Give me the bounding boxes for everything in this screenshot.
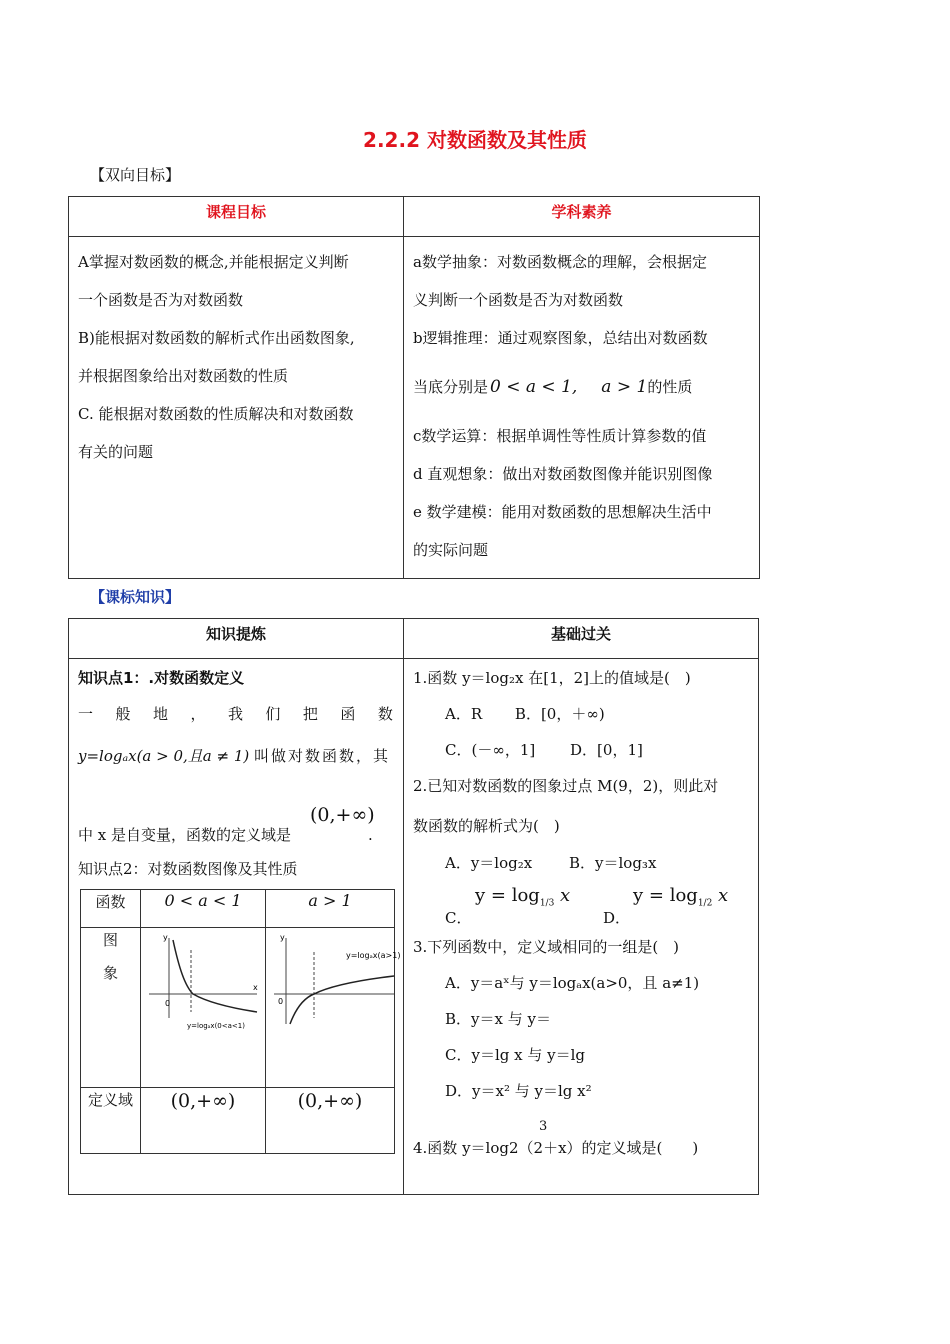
base-case1: 0 < a < 1,: [490, 377, 578, 397]
question-4-block: [413, 1109, 750, 1165]
q2-option-d-label: D．: [603, 909, 631, 927]
kp2-title: 知识点2：对数函数图像及其性质: [78, 860, 298, 878]
literacy-line: d 直观想象：做出对数函数图像并能识别图像: [413, 465, 713, 483]
x-axis-label: x: [253, 983, 258, 992]
q4-superscript: 3: [539, 1119, 548, 1134]
kp1-char: 函: [340, 705, 356, 723]
q2-option: A．y＝log₂x: [445, 854, 533, 872]
kp1-char: 我: [227, 705, 243, 723]
increasing-log-graph: [266, 928, 401, 1038]
kp1-line3: 中 x 是自变量，函数的定义域是: [78, 826, 291, 844]
course-goal-line: C. 能根据对数函数的性质解决和对数函数: [78, 405, 354, 423]
base-case2: a > 1: [601, 377, 648, 397]
origin-label: 0: [278, 997, 284, 1006]
kp1-char: 一: [78, 705, 94, 723]
inner-header-function: 函数: [81, 890, 141, 928]
literacy-goals-cell: [404, 237, 760, 579]
literacy-line: 的实际问题: [413, 541, 489, 559]
decreasing-log-graph: [141, 928, 265, 1038]
kp1-title: 知识点1：.对数函数定义: [78, 669, 245, 687]
q1-option: C．(－∞，1]: [445, 741, 536, 759]
page-title: 2.2.2 对数函数及其性质: [363, 128, 587, 152]
domain-case1: (0,+∞): [141, 1088, 266, 1154]
literacy-line: 义判断一个函数是否为对数函数: [413, 291, 624, 309]
y-axis-label: y: [280, 933, 285, 942]
log-properties-table: [80, 889, 401, 1154]
q1-options-cd: [413, 735, 750, 765]
knowledge-header-practice: 基础过关: [404, 619, 759, 659]
domain-case2: (0,+∞): [266, 1088, 395, 1154]
kp1-domain-line: [78, 804, 395, 847]
log-curve: [173, 940, 257, 1012]
kp1-char: 般: [115, 705, 131, 723]
kp1-after-formula: 叫做对数函数，其: [254, 747, 391, 765]
kp1-domain: (0,+∞): [310, 804, 375, 826]
kp1-formula-line: [78, 735, 395, 807]
literacy-line: e 数学建模：能用对数函数的思想解决生活中: [413, 503, 712, 521]
literacy-base-line: [413, 357, 751, 417]
literacy-line: a数学抽象：对数函数概念的理解，会根据定: [413, 253, 707, 271]
course-goals-cell: [69, 237, 404, 579]
kp1-char: ，: [190, 705, 206, 723]
practice-cell: [404, 659, 759, 1195]
goals-header-literacy: 学科素养: [404, 197, 760, 237]
graph-caption: y=logₐx(0<a<1): [187, 1022, 245, 1030]
course-goal-line: 一个函数是否为对数函数: [78, 291, 244, 309]
q1-option: D．[0，1]: [570, 741, 643, 759]
q1-options-ab: [413, 693, 750, 735]
kp1-char: 们: [265, 705, 281, 723]
kp1-spread-line: [78, 693, 395, 735]
question-2-line1: 2.已知对数函数的图象过点 M(9，2)，则此对: [413, 777, 719, 795]
q3-option: B．y＝x 与 y＝: [445, 1010, 551, 1028]
base-suffix: 的性质: [647, 378, 693, 396]
graph-char: 象: [102, 964, 118, 982]
origin-label: 0: [165, 999, 171, 1008]
q3-option: D．y＝x² 与 y＝lg x²: [445, 1082, 592, 1100]
inner-header-case1: 0 < a < 1: [141, 890, 266, 928]
log-curve: [290, 976, 394, 1024]
graph-increasing-cell: [266, 928, 401, 1088]
course-goal-line: 有关的问题: [78, 443, 154, 461]
q2-option-c-formula: $y = \log_{1/3} x$: [475, 885, 571, 909]
goals-section-label: 【双向目标】: [90, 166, 181, 184]
q2-options-ab: [413, 845, 750, 881]
goals-table: [68, 196, 760, 579]
kp1-char: 数: [377, 705, 393, 723]
question-3: 3.下列函数中，定义域相同的一组是( ): [413, 938, 680, 956]
q1-option: B．[0，＋∞): [514, 705, 605, 723]
inner-label-domain: 定义域: [81, 1088, 141, 1154]
graph-char: 图: [102, 931, 118, 949]
question-1: 1.函数 y＝log₂x 在[1，2]上的值域是( ): [413, 669, 691, 687]
kp1-formula: y=logₐx(a > 0,且a ≠ 1): [78, 747, 250, 765]
graph-decreasing-cell: [141, 928, 266, 1088]
knowledge-table: [68, 618, 759, 1195]
kp1-period: .: [368, 826, 373, 844]
kp1-char: 把: [302, 705, 318, 723]
q3-option: A．y＝aˣ与 y＝logₐx(a>0，且 a≠1): [445, 974, 700, 992]
course-goal-line: B)能根据对数函数的解析式作出函数图象,: [78, 329, 355, 347]
question-2-line2: 数函数的解析式为( ): [413, 817, 560, 835]
question-4: 4.函数 y＝log2（2＋x）的定义域是( ): [413, 1139, 699, 1157]
knowledge-section-label: 【课标知识】: [90, 588, 181, 606]
y-axis-label: y: [163, 933, 168, 942]
q2-option-c-label: C．: [445, 909, 472, 927]
q2-options-cd: [413, 881, 750, 929]
graph-caption: y=logₐx(a>1): [346, 951, 401, 960]
course-goal-line: 并根据图象给出对数函数的性质: [78, 367, 289, 385]
q2-option-d-formula: $y = \log_{1/2} x$: [633, 885, 729, 909]
literacy-line: b逻辑推理：通过观察图象，总结出对数函数: [413, 329, 708, 347]
base-prefix: 当底分别是: [413, 378, 489, 396]
knowledge-header-summary: 知识提炼: [69, 619, 404, 659]
kp1-char: 地: [152, 705, 168, 723]
literacy-line: c数学运算：根据单调性等性质计算参数的值: [413, 427, 707, 445]
knowledge-summary-cell: [69, 659, 404, 1195]
q2-option: B．y＝log₃x: [569, 854, 657, 872]
goals-header-course: 课程目标: [69, 197, 404, 237]
course-goal-line: A掌握对数函数的概念,并能根据定义判断: [78, 253, 349, 271]
q1-option: A．R: [445, 705, 483, 723]
q3-option: C．y＝lg x 与 y＝lg: [445, 1046, 585, 1064]
inner-label-graph: [81, 928, 141, 1088]
inner-header-case2: a > 1: [266, 890, 395, 928]
